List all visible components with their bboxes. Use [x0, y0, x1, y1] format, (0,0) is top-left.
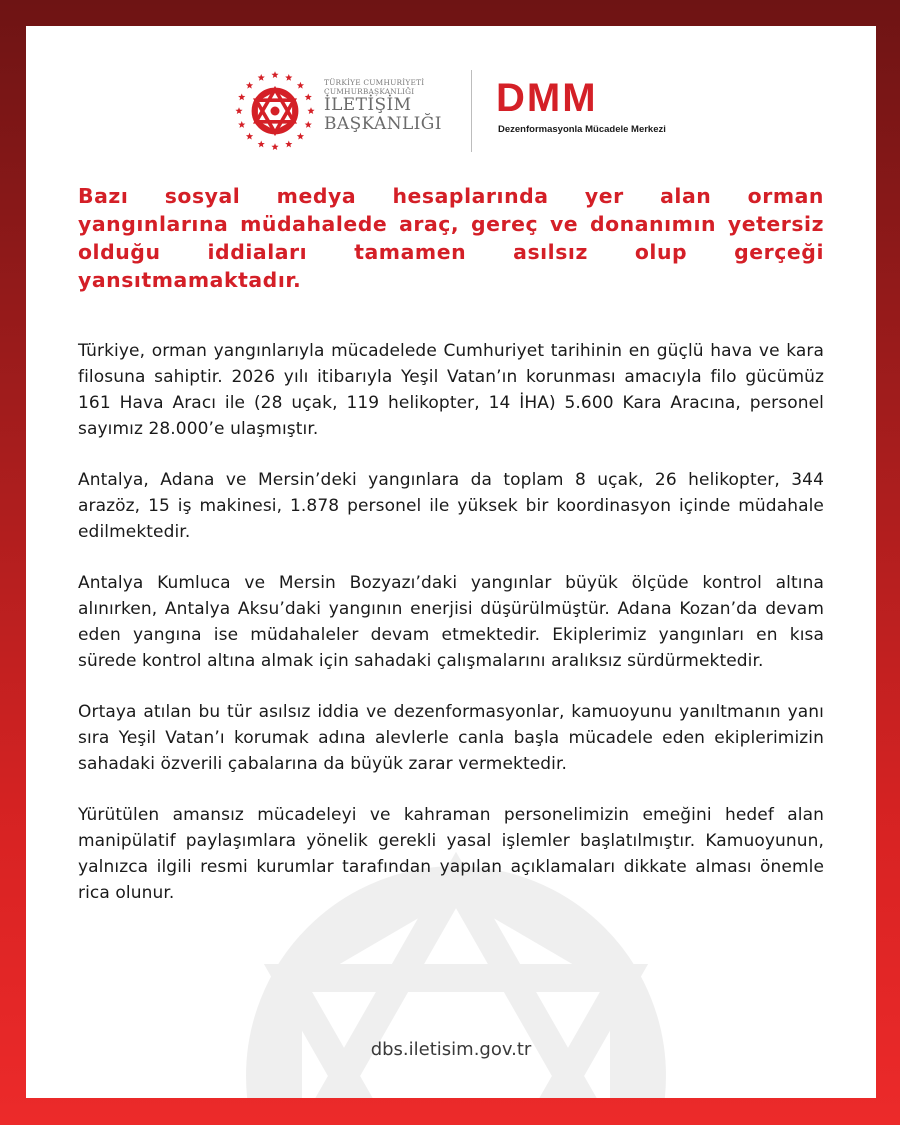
footer-url: dbs.iletisim.gov.tr [370, 1039, 532, 1060]
paragraph: Türkiye, orman yangınlarıyla mücadelede Cumhuriyet tarihinin en güçlü hava ve kara filosuna sahiptir. 2026 yılı itibarıyla Yeşil Vatan’ın korunması amacıyla filo gücümüz 161 Hava Aracı ile (28 uçak, 119 helikopter, 14 İHA) 5.600 Kara Aracına, personel sayımız 28.000’e ulaşmıştır. [78, 341, 824, 439]
emblem-star-icon [285, 74, 292, 81]
emblem-star-icon [258, 140, 265, 147]
statement-body [78, 338, 824, 931]
emblem-star-icon [246, 82, 253, 89]
emblem-star-icon [285, 140, 292, 147]
emblem-star-icon [271, 71, 278, 78]
emblem-star-icon [297, 82, 304, 89]
emblem-star-icon [297, 133, 304, 140]
institution-line-3: İLETİŞİM [324, 95, 412, 115]
announcement-card [26, 26, 876, 1098]
institution-name [324, 78, 442, 134]
dmm-subtitle: Dezenformasyonla Mücadele Merkezi [498, 124, 666, 135]
header-logos [26, 66, 876, 162]
emblem-star-icon [307, 107, 314, 114]
emblem-star-icon [235, 107, 242, 114]
headline: Bazı sosyal medya hesaplarında yer alan orman yangınlarına müdahalede araç, gereç ve donanımın yetersiz olduğu iddiaları tamamen asılsız olup gerçeği yansıtmamaktadır. [78, 184, 824, 292]
emblem-star-icon [246, 133, 253, 140]
paragraph: Ortaya atılan bu tür asılsız iddia ve dezenformasyonlar, kamuoyunu yanıltmanın yanı sıra Yeşil Vatan’ı korumak adına alevlerle canla başla mücadele eden ekiplerimizin sahadaki özverili çabalarına da büyük zarar vermektedir. [78, 702, 824, 774]
dmm-logo: DMM [496, 76, 598, 120]
emblem-star-icon [305, 121, 312, 128]
emblem-star-icon [271, 143, 278, 150]
paragraph: Antalya, Adana ve Mersin’deki yangınlara da toplam 8 uçak, 26 helikopter, 344 arazöz, 15 iş makinesi, 1.878 personel ile yüksek bir koordinasyon içinde müdahale edilmektedir. [78, 470, 824, 542]
presidency-emblem-icon [230, 66, 320, 156]
logo-divider [471, 70, 472, 152]
emblem-star-icon [238, 93, 245, 100]
paragraph: Yürütülen amansız mücadeleyi ve kahraman personelimizin emeğini hedef alan manipülatif paylaşımlara yönelik gerekli yasal işlemler başlatılmıştır. Kamuoyunun, yalnızca ilgili resmi kurumlar tarafından yapılan açıklamaları dikkate alması önemle rica olunur. [78, 805, 824, 903]
emblem-star-icon [305, 93, 312, 100]
emblem-star-icon [238, 121, 245, 128]
institution-line-1: TÜRKİYE CUMHURİYETİ [324, 78, 425, 87]
emblem-star-icon [258, 74, 265, 81]
institution-line-4: BAŞKANLIĞI [324, 114, 442, 134]
institution-line-2: CUMHURBAŞKANLIĞI [324, 87, 415, 96]
paragraph: Antalya Kumluca ve Mersin Bozyazı’daki yangınlar büyük ölçüde kontrol altına alınırken, Antalya Aksu’daki yangının enerjisi düşürülmüştür. Adana Kozan’da devam eden yangına ise müdahaleler devam etmektedir. Ekiplerimiz yangınları en kısa sürede kontrol altına almak için sahadaki çalışmalarını aralıksız sürdürmektedir. [78, 573, 824, 671]
